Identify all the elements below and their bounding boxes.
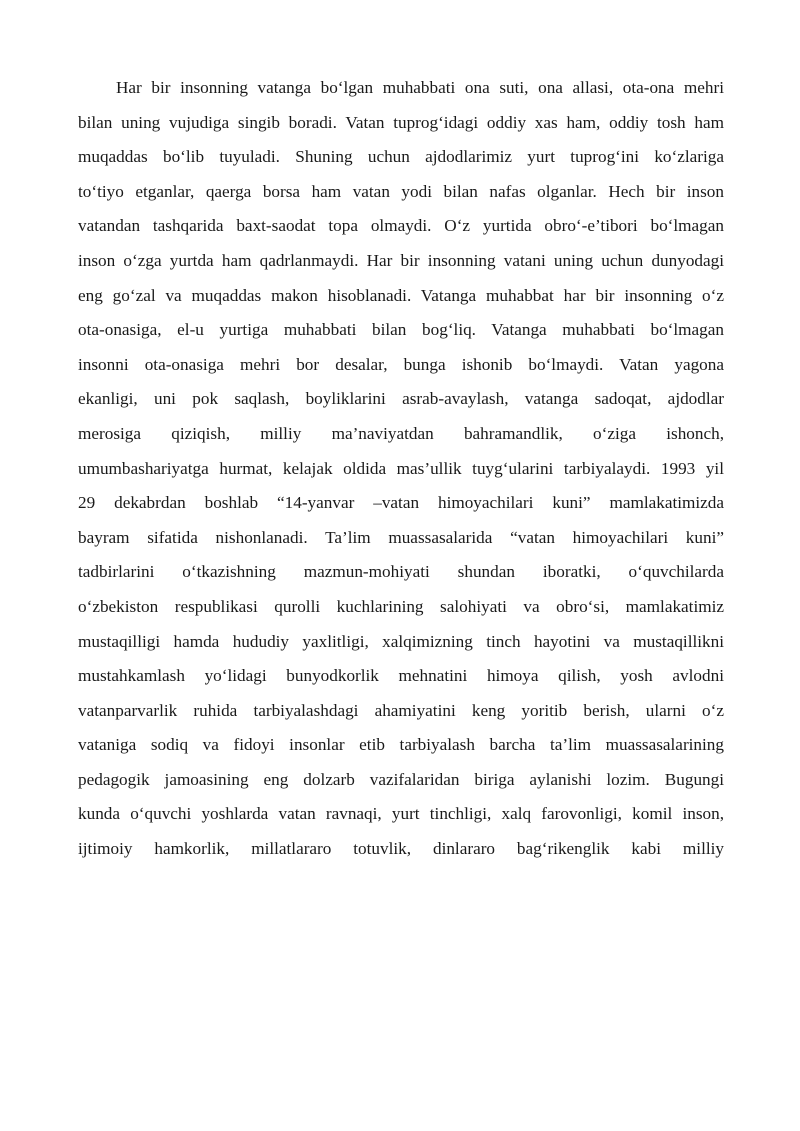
text-line: kunda o‘quvchi yoshlarda vatan ravnaqi, yurt tinchligi, xalq farovonligi, komil inson,: [78, 804, 724, 824]
text-line: pedagogik jamoasining eng dolzarb vazifalaridan biriga aylanishi lozim. Bugungi: [78, 769, 724, 789]
text-line: insonni ota-onasiga mehri bor desalar, bunga ishonib bo‘lmaydi. Vatan yagona: [78, 354, 724, 374]
text-line: umumbashariyatga hurmat, kelajak oldida mas’ullik tuyg‘ularini tarbiyalaydi. 1993 yil: [78, 458, 724, 478]
text-line: Har bir insonning vatanga bo‘lgan muhabbati ona suti, ona allasi, ota-ona mehri: [116, 78, 724, 97]
text-line: mustaqilligi hamda hududiy yaxlitligi, xalqimizning tinch hayotini va mustaqillikni: [78, 631, 724, 651]
text-line: o‘zbekiston respublikasi qurolli kuchlarining salohiyati va obro‘si, mamlakatimiz: [78, 596, 724, 616]
text-line: ijtimoiy hamkorlik, millatlararo totuvlik, dinlararo bag‘rikenglik kabi milliy: [78, 839, 724, 859]
text-line: merosiga qiziqish, milliy ma’naviyatdan bahramandlik, o‘ziga ishonch,: [78, 423, 724, 443]
text-line: inson o‘zga yurtda ham qadrlanmaydi. Har bir insonning vatani uning uchun dunyodagi: [78, 250, 724, 270]
text-line: ekanligi, uni pok saqlash, boyliklarini asrab-avaylash, vatanga sadoqat, ajdodlar: [78, 389, 724, 409]
text-line: eng go‘zal va muqaddas makon hisoblanadi. Vatanga muhabbat har bir insonning o‘z: [78, 285, 724, 305]
text-line: bayram sifatida nishonlanadi. Ta’lim muassasalarida “vatan himoyachilari kuni”: [78, 527, 724, 547]
body-paragraph: [78, 71, 724, 867]
text-line: vatanparvarlik ruhida tarbiyalashdagi ahamiyatini keng yoritib berish, ularni o‘z: [78, 700, 724, 720]
text-line: 29 dekabrdan boshlab “14-yanvar –vatan himoyachilari kuni” mamlakatimizda: [78, 493, 724, 513]
text-line: muqaddas bo‘lib tuyuladi. Shuning uchun ajdodlarimiz yurt tuprog‘ini ko‘zlariga: [78, 147, 724, 167]
text-line: tadbirlarini o‘tkazishning mazmun-mohiyati shundan iboratki, o‘quvchilarda: [78, 562, 724, 582]
text-line: to‘tiyo etganlar, qaerga borsa ham vatan yodi bilan nafas olganlar. Hech bir inson: [78, 181, 724, 201]
text-line: mustahkamlash yo‘lidagi bunyodkorlik mehnatini himoya qilish, yosh avlodni: [78, 666, 724, 686]
text-line: vataniga sodiq va fidoyi insonlar etib tarbiyalash barcha ta’lim muassasalarining: [78, 735, 724, 755]
text-line: ota-onasiga, el-u yurtiga muhabbati bilan bog‘liq. Vatanga muhabbati bo‘lmagan: [78, 320, 724, 340]
text-line: bilan uning vujudiga singib boradi. Vatan tuprog‘idagi oddiy xas ham, oddiy tosh ham: [78, 112, 724, 132]
text-line: vatandan tashqarida baxt-saodat topa olmaydi. O‘z yurtida obro‘-e’tibori bo‘lmagan: [78, 216, 724, 236]
